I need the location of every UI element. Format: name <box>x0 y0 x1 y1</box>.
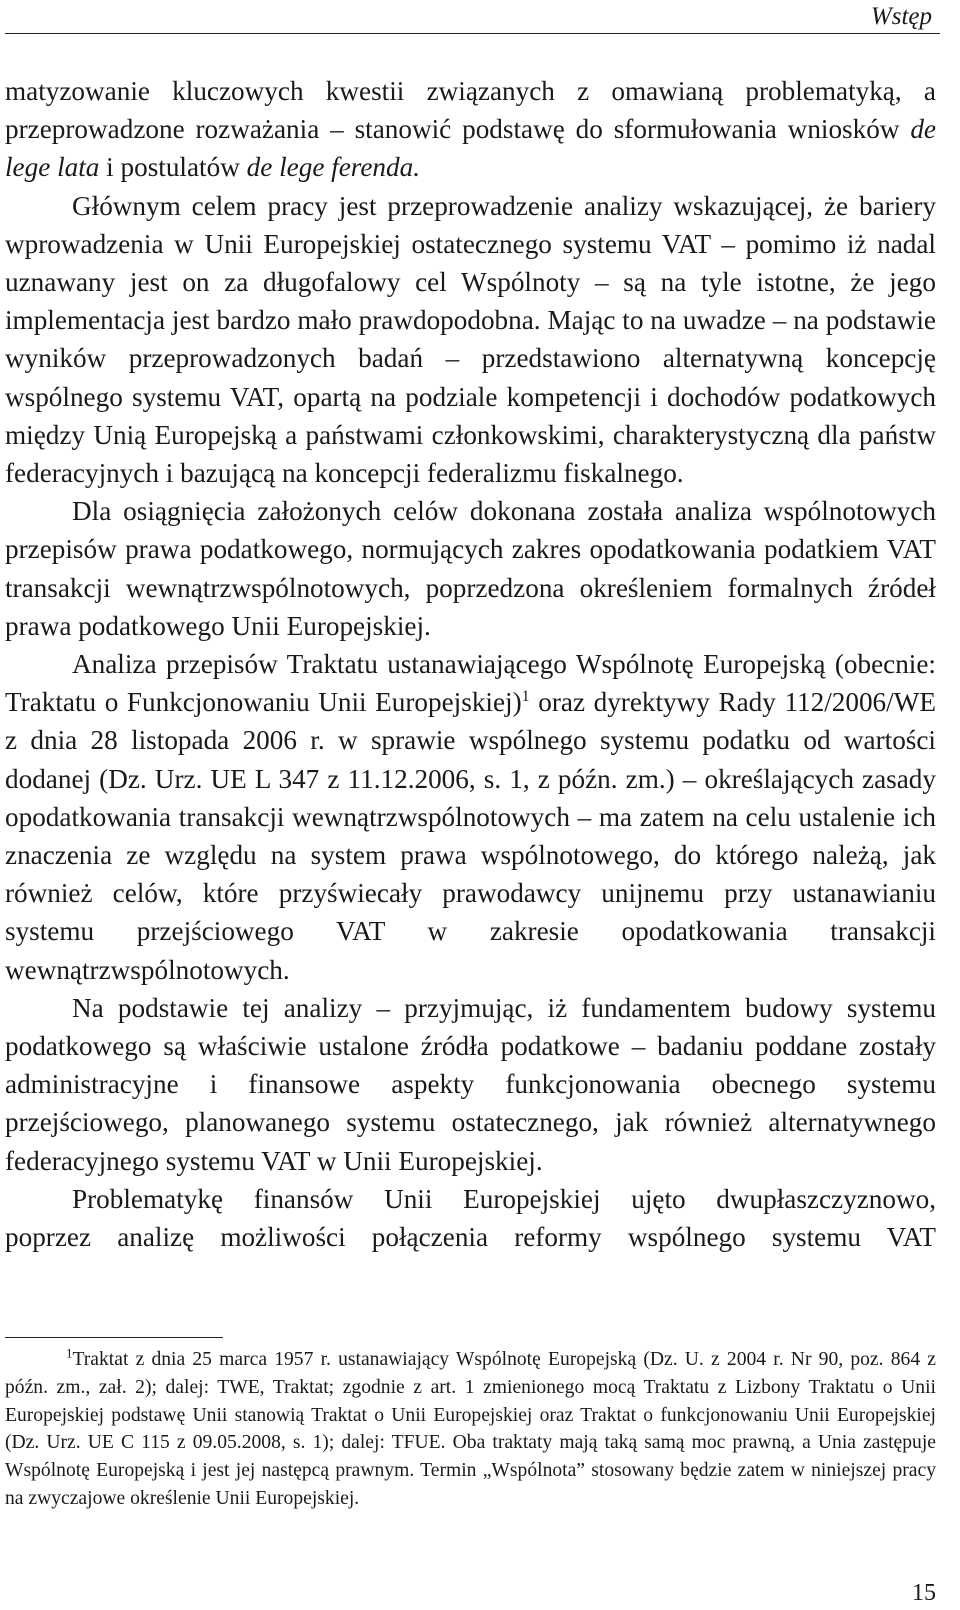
running-title: Wstęp <box>870 3 932 30</box>
paragraph-3: Dla osiągnięcia założonych celów dokonana została analiza wspólnotowych przepisów prawa podatkowego, normujących zakres opodatkowania podatkiem VAT transakcji wewnątrzwspólnotowych, poprzedzona określeniem formalnych źródeł prawa podatkowego Unii Europejskiej. <box>5 496 936 641</box>
paragraph-1 <box>5 72 936 187</box>
paragraph-1-text: matyzowanie kluczowych kwestii związanych z omawianą problematyką, a przeprowadzone rozważania – stanowić podstawę do sformułowania wniosków <box>5 76 936 145</box>
footnote-separator <box>5 1337 223 1338</box>
latin-term-de-lege-lata: de lege lata <box>5 114 936 183</box>
paragraph-5: Na podstawie tej analizy – przyjmując, iż fundamentem budowy systemu podatkowego są właściwie ustalone źródła podatkowe – badaniu poddane zostały administracyjne i finansowe aspekty funkcjonowania obecnego systemu przejściowego, planowanego systemu ostatecznego, jak również alternatywnego federacyjnego systemu VAT w Unii Europejskiej. <box>5 992 936 1176</box>
paragraph-4 <box>5 645 936 989</box>
footnotes <box>5 1346 936 1513</box>
paragraph-4-text-cont: oraz dyrektywy Rady 112/2006/WE z dnia 28 listopada 2006 r. w sprawie wspólnego systemu podatku od wartości dodanej (Dz. Urz. UE L 347 z 11.12.2006, s. 1, z późn. zm.) – określających zasady opodatkowania transakcji wewnątrzwspólnotowych – ma zatem na celu ustalenie ich znaczenia ze względu na system prawa wspólnotowego, do którego należą, jak również celów, które przyświecały prawodawcy unijnemu przy ustanawianiu systemu przejściowego VAT w zakresie opodatkowania transakcji wewnątrzwspólnotowych. <box>5 687 936 985</box>
paragraph-4-text: Analiza przepisów Traktatu ustanawiającego Wspólnotę Europejską (obecnie: Traktatu o Funkcjonowaniu Unii Europejskiej) <box>5 649 936 718</box>
paragraph-2: Głównym celem pracy jest przeprowadzenie analizy wskazującej, że bariery wprowadzenia w Unii Europejskiej ostatecznego systemu VAT – pomimo iż nadal uznawany jest on za długofalowy cel Wspólnoty – są na tyle istotne, że jego implementacja jest bardzo mało prawdopodobna. Mając to na uwadze – na podstawie wyników przeprowadzonych badań – przedstawiono alternatywną koncepcję wspólnego systemu VAT, opartą na podziale kompetencji i dochodów podatkowych między Unią Europejską a państwami członkowskimi, charakterystyczną dla państw federacyjnych i bazującą na koncepcji federalizmu fiskalnego. <box>5 190 936 489</box>
paragraph-6-line-2: poprzez analizę możliwości połączenia reformy wspólnego systemu VAT <box>5 1221 936 1252</box>
paragraph-1-text-cont: i postulatów <box>99 152 247 183</box>
footnote-reference[interactable]: 1 <box>521 688 530 706</box>
footnote-1 <box>5 1346 936 1513</box>
page-header <box>5 0 940 34</box>
footnote-1-text: Traktat z dnia 25 marca 1957 r. ustanawiający Wspólnotę Europejską (Dz. U. z 2004 r. Nr 90, poz. 864 z późn. zm., zał. 2); dalej: TWE, Traktat; zgodnie z art. 1 zmienionego mocą Traktatu z Lizbony Traktatu o Unii Europejskiej podstawę Unii stanowią Traktat o Unii Europejskiej oraz Traktat o funkcjonowaniu Unii Europejskiej (Dz. Urz. UE C 115 z 09.05.2008, s. 1); dalej: TFUE. Oba traktaty mają taką samą moc prawną, a Unia zastępuje Wspólnotę Europejską i jest jej następcą prawnym. Termin „Wspólnota” stosowany będzie zatem w niniejszej pracy na zwyczajowe określenie Unii Europejskiej. <box>5 1349 936 1509</box>
page-number: 15 <box>912 1580 936 1606</box>
main-text <box>5 72 936 1256</box>
paragraph-6-line-1: Problematykę finansów Unii Europejskiej ujęto dwupłaszczyznowo, <box>72 1183 936 1214</box>
footnote-mark: 1 <box>66 1345 73 1361</box>
latin-term-de-lege-ferenda: de lege ferenda. <box>246 152 421 183</box>
